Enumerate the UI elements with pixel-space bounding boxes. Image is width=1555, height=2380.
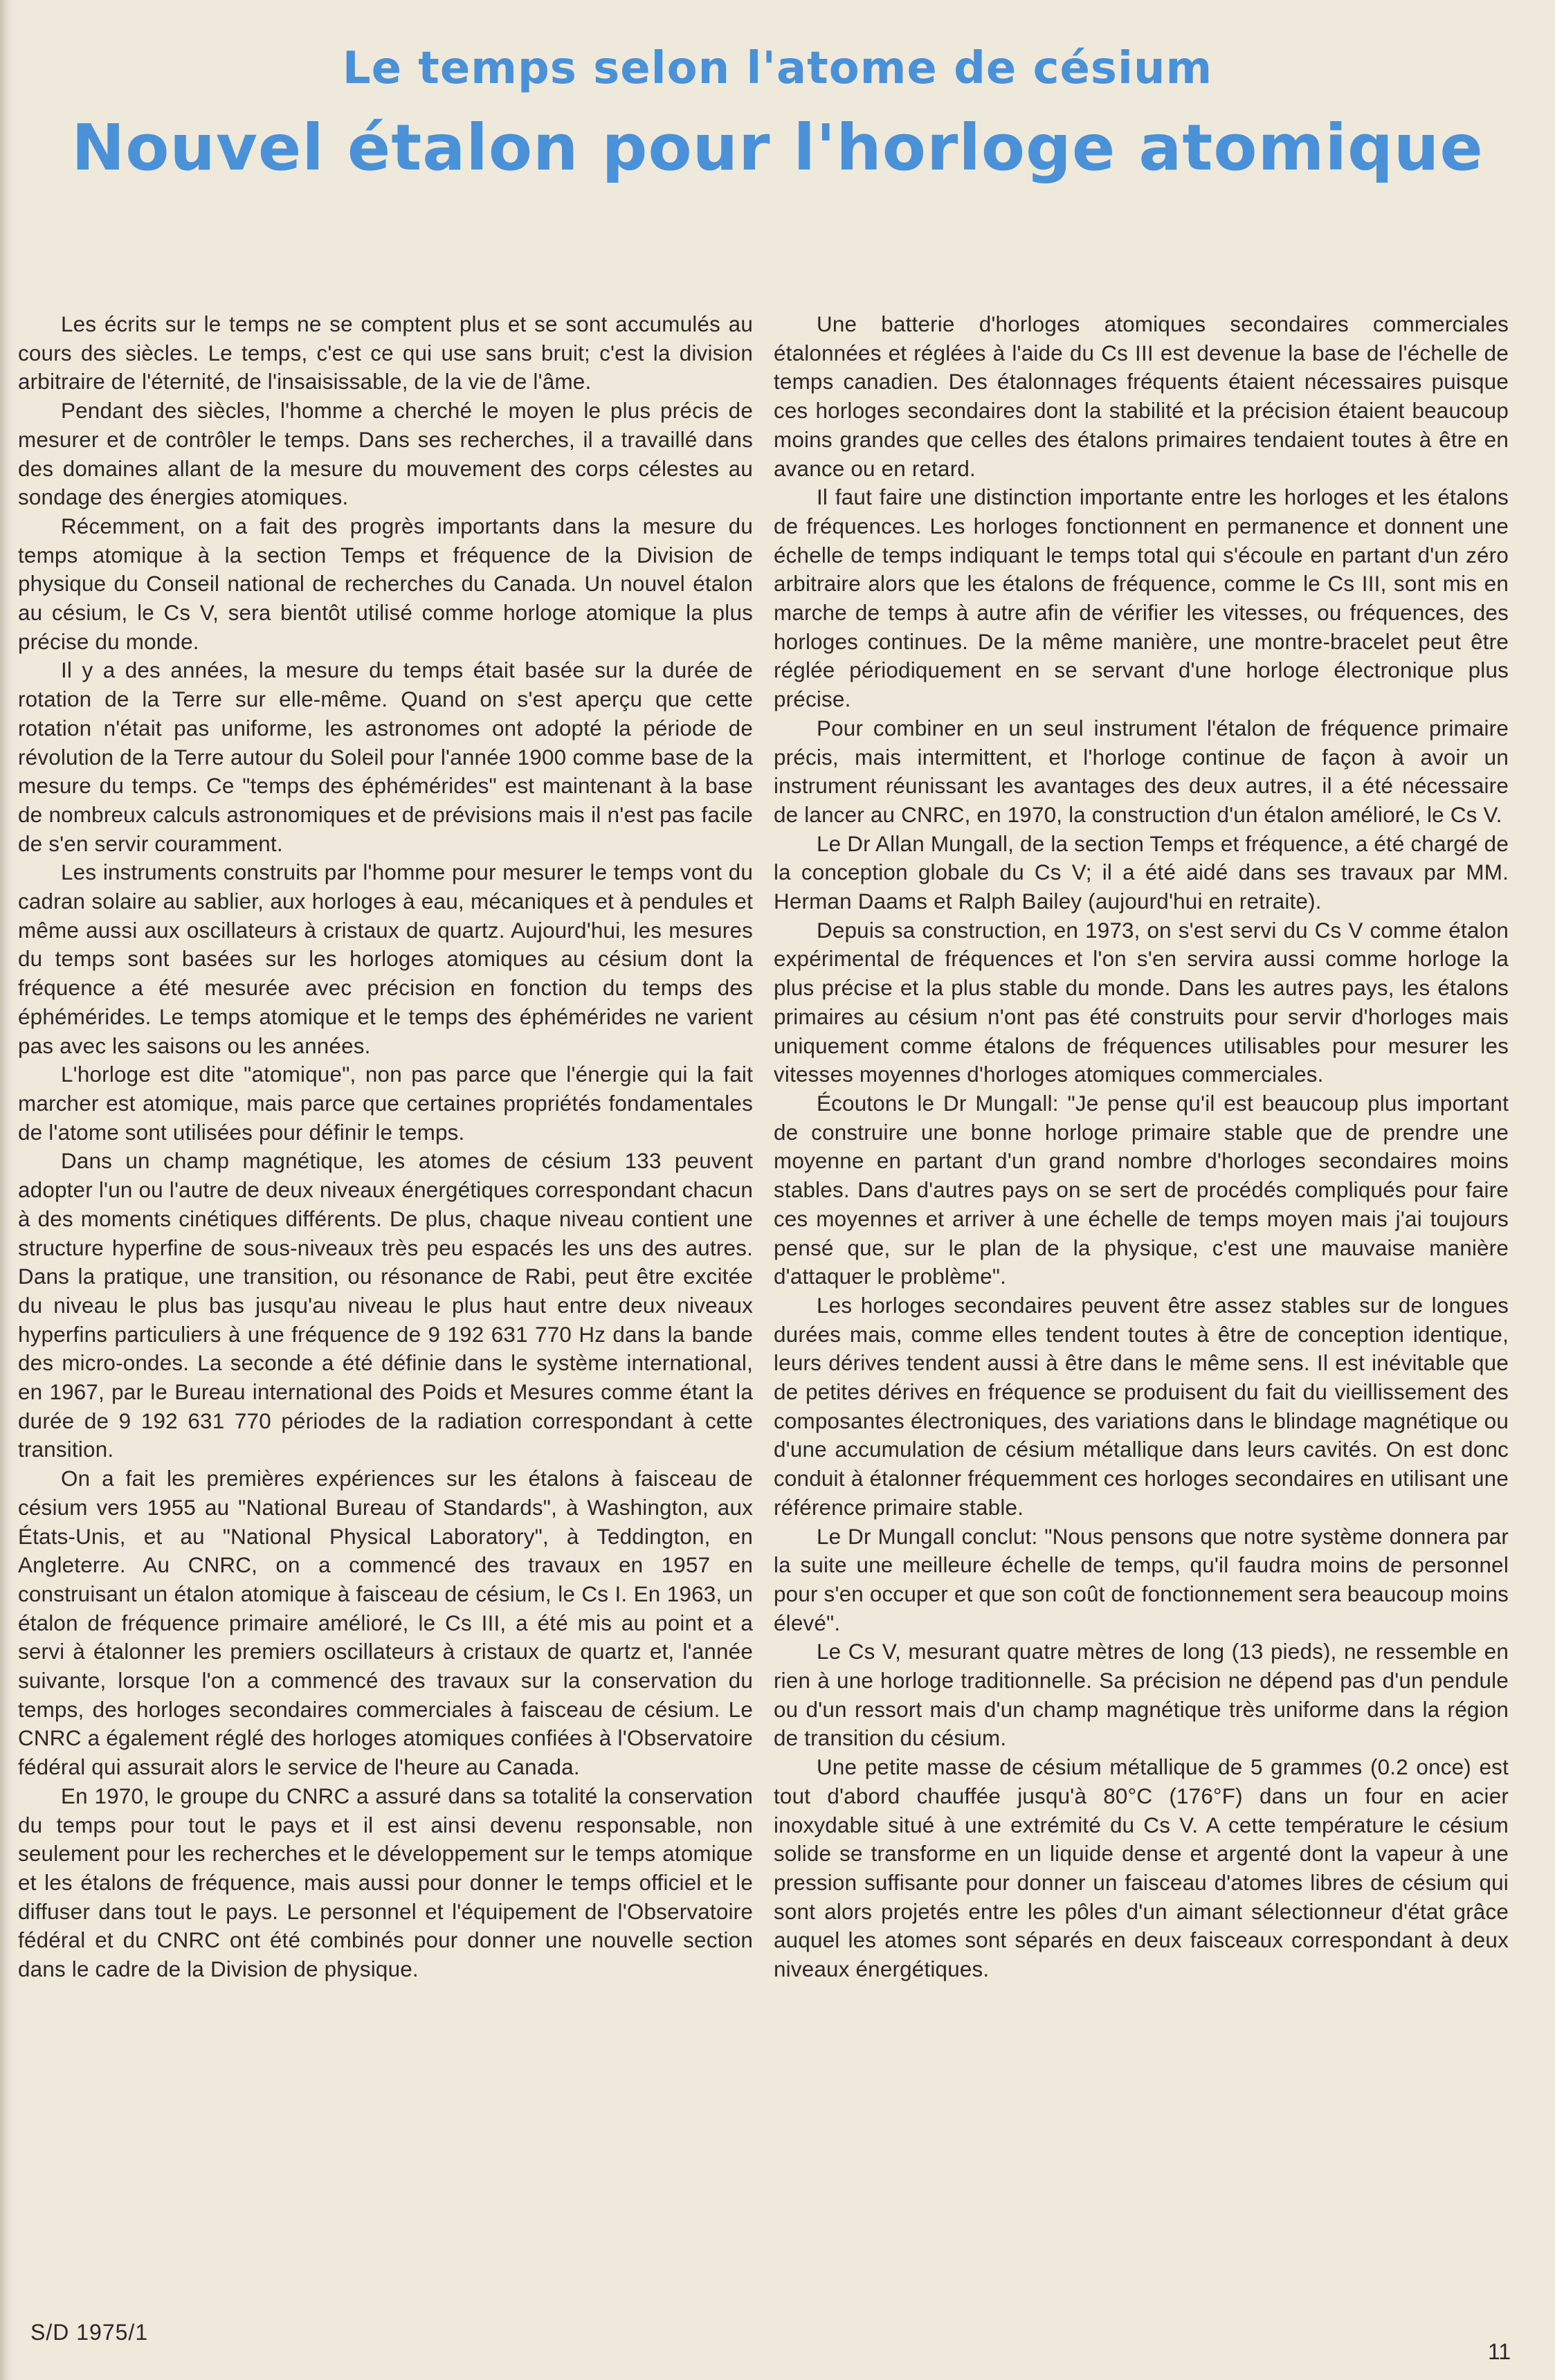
paragraph: Dans un champ magnétique, les atomes de césium 133 peuvent adopter l'un ou l'autre de deux niveaux énergétiques correspondant chacun à des moments cinétiques différents. De plus, chaque niveau contient une structure hyperfine de sous-niveaux très peu espacés les uns des autres. Dans la pratique, une transition, ou résonance de Rabi, peut être excitée du niveau le plus bas jusqu'au niveau le plus haut entre deux niveaux hyperfins particuliers à une fréquence de 9 192 631 770 Hz dans la bande des micro-ondes. La seconde a été définie dans le système international, en 1967, par le Bureau international des Poids et Mesures comme étant la durée de 9 192 631 770 périodes de la radiation correspondant à cette transition. (18, 1149, 753, 1462)
left-column (18, 310, 753, 1984)
article-title: Nouvel étalon pour l'horloge atomique (71, 111, 1484, 185)
paragraph: En 1970, le groupe du CNRC a assuré dans sa totalité la conservation du temps pour tout le pays et il est ainsi devenu responsable, non seulement pour les recherches et le développement sur le temps atomique et les étalons de fréquence, mais aussi pour donner le temps officiel et le diffuser dans tout le pays. Le personnel et l'équipement de l'Observatoire fédéral et du CNRC ont été combinés pour donner une nouvelle section dans le cadre de la Division de physique. (18, 1783, 753, 1982)
paragraph: Les horloges secondaires peuvent être assez stables sur de longues durées mais, comme elles tendent toutes à être de conception identique, leurs dérives tendent aussi à être dans le même sens. Il est inévitable que de petites dérives en fréquence se produisent du fait du vieillissement des composantes électroniques, des variations dans le blindage magnétique ou d'une accumulation de césium métallique dans leurs cavités. On est donc conduit à étalonner fréquemment ces horloges secondaires en utilisant une référence primaire stable. (774, 1293, 1509, 1520)
page-number: 11 (1488, 2339, 1511, 2364)
paragraph: Une batterie d'horloges atomiques secondaires commerciales étalonnées et réglées à l'aide du Cs III est devenue la base de l'échelle de temps canadien. Des étalonnages fréquents étaient nécessaires puisque ces horloges secondaires dont la stabilité et la précision étaient beaucoup moins grandes que celles des étalons primaires tendaient toutes à être en avance ou en retard. (774, 312, 1509, 481)
paragraph: Le Cs V, mesurant quatre mètres de long (13 pieds), ne ressemble en rien à une horloge traditionnelle. Sa précision ne dépend pas d'un pendule ou d'un ressort mais d'un champ magnétique très uniforme dans la région de transition du césium. (774, 1639, 1509, 1751)
paragraph: Depuis sa construction, en 1973, on s'est servi du Cs V comme étalon expérimental de fréquences et l'on s'en servira aussi comme horloge la plus précise et la plus stable du monde. Dans les autres pays, les étalons primaires au césium n'ont pas été construits pour servir d'horloges mais uniquement comme étalons de fréquences utilisables pour mesurer les vitesses moyennes d'horloges atomiques commerciales. (774, 918, 1509, 1087)
paragraph: Récemment, on a fait des progrès importants dans la mesure du temps atomique à la section Temps et fréquence de la Division de physique du Conseil national de recherches du Canada. Un nouvel étalon au césium, le Cs V, sera bientôt utilisé comme horloge atomique la plus précise du monde. (18, 514, 753, 654)
paragraph: Il faut faire une distinction importante entre les horloges et les étalons de fréquences. Les horloges fonctionnent en permanence et donnent une échelle de temps indiquant le temps total qui s'écoule en partant d'un zéro arbitraire alors que les étalons de fréquence, comme le Cs III, sont mis en marche de temps à autre afin de vérifier les vitesses, ou fréquences, des horloges continues. De la même manière, une montre-bracelet peut être réglée périodiquement en se servant d'une horloge électronique plus précise. (774, 485, 1509, 712)
paragraph: Pendant des siècles, l'homme a cherché le moyen le plus précis de mesurer et de contrôler le temps. Dans ses recherches, il a travaillé dans des domaines allant de la mesure du mouvement des corps célestes au sondage des énergies atomiques. (18, 399, 753, 510)
issue-reference: S/D 1975/1 (30, 2320, 149, 2345)
paragraph: On a fait les premières expériences sur les étalons à faisceau de césium vers 1955 au "National Bureau of Standards", à Washington, aux États-Unis, et au "National Physical Laboratory", à Teddington, en Angleterre. Au CNRC, on a commencé des travaux en 1957 en construisant un étalon atomique à faisceau de césium, le Cs I. En 1963, un étalon de fréquence primaire amélioré, le Cs III, a été mis au point et a servi à étalonner les premiers oscillateurs à cristaux de quartz et, l'année suivante, lorsque l'on a commencé des travaux sur la conservation du temps, des horloges secondaires commerciales à faisceau de césium. Le CNRC a également réglé des horloges atomiques confiées à l'Observatoire fédéral qui assurait alors le service de l'heure au Canada. (18, 1466, 753, 1780)
paragraph: Les écrits sur le temps ne se comptent plus et se sont accumulés au cours des siècles. Le temps, c'est ce qui use sans bruit; c'est la division arbitraire de l'éternité, de l'insaisissable, de la vie de l'âme. (18, 312, 753, 394)
paragraph: Une petite masse de césium métallique de 5 grammes (0.2 once) est tout d'abord chauffée jusqu'à 80°C (176°F) dans un four en acier inoxydable situé à une extrémité du Cs V. A cette température le césium solide se transforme en un liquide dense et argenté dont la vapeur à une pression suffisante pour donner un faisceau d'atomes libres de césium qui sont alors projetés entre les pôles d'un aimant sélectionneur d'état grâce auquel les atomes sont séparés en deux faisceaux correspondant à deux niveaux énergétiques. (774, 1755, 1509, 1982)
paragraph: Pour combiner en un seul instrument l'étalon de fréquence primaire précis, mais intermittent, et l'horloge continue de façon à avoir un instrument réunissant les avantages des deux autres, il a été nécessaire de lancer au CNRC, en 1970, la construction d'un étalon amélioré, le Cs V. (774, 716, 1509, 827)
right-column (774, 310, 1509, 1984)
paragraph: Écoutons le Dr Mungall: "Je pense qu'il est beaucoup plus important de construire une bonne horloge primaire stable que de prendre une moyenne en partant d'un grand nombre d'horloges secondaires moins stables. Dans d'autres pays on se sert de procédés compliqués pour faire ces moyennes et arriver à une échelle de temps moyen mais j'ai toujours pensé que, sur le plan de la physique, c'est une mauvaise manière d'attaquer le problème". (774, 1091, 1509, 1289)
article-kicker: Le temps selon l'atome de césium (342, 43, 1213, 94)
page-spine-shadow (0, 0, 12, 2380)
paragraph: Le Dr Allan Mungall, de la section Temps et fréquence, a été chargé de la conception globale du Cs V; il a été aidé dans ses travaux par MM. Herman Daams et Ralph Bailey (aujourd'hui en retraite). (774, 831, 1509, 914)
paragraph: Il y a des années, la mesure du temps était basée sur la durée de rotation de la Terre sur elle-même. Quand on s'est aperçu que cette rotation n'était pas uniforme, les astronomes ont adopté la période de révolution de la Terre autour du Soleil pour l'année 1900 comme base de la mesure du temps. Ce "temps des éphémérides" est maintenant à la base de nombreux calculs astronomiques et de prévisions mais il n'est pas facile de s'en servir couramment. (18, 658, 753, 856)
paragraph: L'horloge est dite "atomique", non pas parce que l'énergie qui la fait marcher est atomique, mais parce que certaines propriétés fondamentales de l'atome sont utilisées pour définir le temps. (18, 1062, 753, 1145)
paragraph: Le Dr Mungall conclut: "Nous pensons que notre système donnera par la suite une meilleure échelle de temps, qu'il faudra moins de personnel pour s'en occuper et que son coût de fonctionnement sera beaucoup moins élevé". (774, 1524, 1509, 1635)
paragraph: Les instruments construits par l'homme pour mesurer le temps vont du cadran solaire au sablier, aux horloges à eau, mécaniques et à pendules et même aussi aux oscillateurs à cristaux de quartz. Aujourd'hui, les mesures du temps sont basées sur les horloges atomiques au césium dont la fréquence a été mesurée avec précision en fonction du temps des éphémérides. Le temps atomique et le temps des éphémérides ne varient pas avec les saisons ou les années. (18, 860, 753, 1058)
